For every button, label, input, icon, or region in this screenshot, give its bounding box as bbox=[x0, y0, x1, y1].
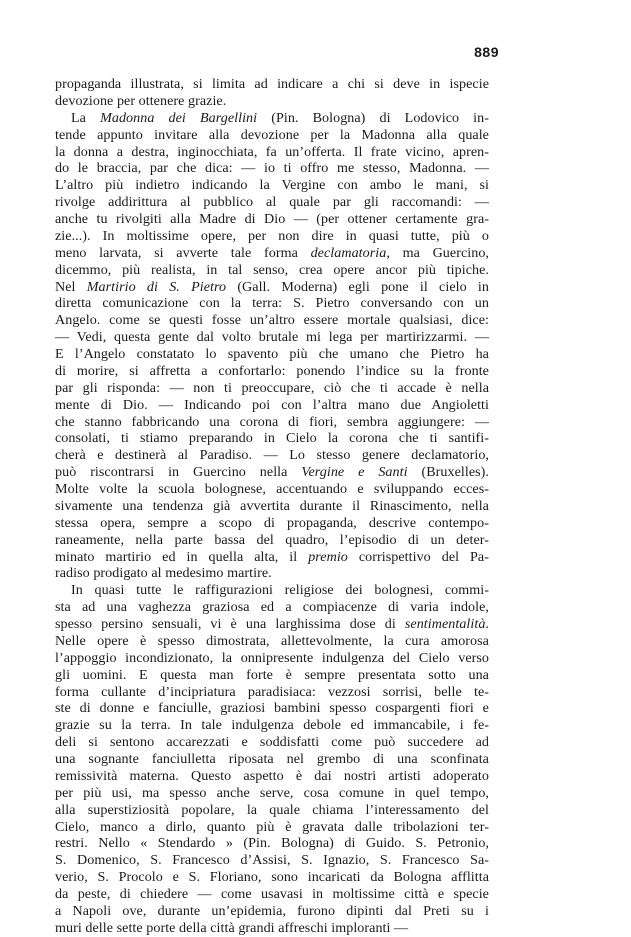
text-run: La bbox=[71, 109, 101, 126]
text-line bbox=[55, 920, 489, 937]
text-line bbox=[55, 177, 489, 194]
text-line bbox=[55, 819, 489, 836]
text-run: radiso prodigato al medesimo martire. bbox=[55, 565, 272, 582]
text-line bbox=[55, 211, 489, 228]
text-line bbox=[55, 414, 489, 431]
text-run: consolati, ti stiamo preparando in Cielo la corona che ti santifi- bbox=[55, 430, 489, 447]
text-run: per più usi, ma spesso anche serve, cosa comune in quel tempo, bbox=[55, 784, 489, 801]
text-line bbox=[55, 329, 489, 346]
text-run: tende appunto invitare alla devozione per la Madonna alla quale bbox=[55, 126, 489, 143]
text-run: Cielo, manco a dirlo, quanto più è gravata dalle tribolazioni ter- bbox=[55, 818, 489, 835]
text-line bbox=[55, 852, 489, 869]
text-line bbox=[55, 886, 489, 903]
text-line bbox=[55, 295, 489, 312]
text-run: rivolge addirittura al pubblico al quale par gli raccomandi: — bbox=[55, 194, 489, 211]
text-line bbox=[55, 599, 489, 616]
text-run: sivamente una tendenza già avvertita durante il Rinascimento, nella bbox=[55, 497, 489, 514]
text-run: cherà e destinerà al Paradiso. — Lo stesso genere declamatorio, bbox=[55, 447, 489, 464]
text-run: a Napoli ove, durante un’epidemia, furono dipinti dal Preti su i bbox=[55, 902, 489, 919]
text-line bbox=[55, 549, 489, 566]
text-run: Nelle opere è spesso dimostrata, allettevolmente, la cura amorosa bbox=[55, 632, 489, 649]
text-run: par gli risponda: — non ti preoccupare, ciò che ti accade è nella bbox=[55, 379, 489, 396]
text-run: raneamente, nella parte bassa del quadro, l’episodio di un deter- bbox=[55, 531, 489, 548]
text-line bbox=[55, 481, 489, 498]
text-line bbox=[55, 279, 489, 296]
text-run: , ma Guercino, bbox=[386, 244, 489, 261]
text-run: In quasi tutte le raffigurazioni religiose dei bolognesi, commi- bbox=[71, 582, 489, 599]
text-line bbox=[55, 717, 489, 734]
text-line bbox=[55, 700, 489, 717]
text-run: di morire, si affretta a confortarlo: ponendo l’indice su la fronte bbox=[55, 362, 489, 379]
text-line bbox=[55, 768, 489, 785]
text-line bbox=[55, 802, 489, 819]
text-line bbox=[55, 312, 489, 329]
text-run: E l’Angelo constatato lo spavento più che umano che Pietro ha bbox=[55, 346, 489, 362]
text-run: spesso persino sensuali, vi è una larghissima dose di bbox=[55, 616, 405, 632]
text-run: (Bruxelles). bbox=[407, 464, 489, 481]
text-line bbox=[55, 515, 489, 532]
text-line bbox=[55, 144, 489, 161]
text-run: . bbox=[485, 616, 489, 632]
text-line bbox=[55, 903, 489, 920]
text-line bbox=[55, 160, 489, 177]
text-line bbox=[55, 532, 489, 549]
text-line bbox=[55, 430, 489, 447]
text-run: Nel bbox=[55, 278, 87, 295]
text-line bbox=[55, 262, 489, 279]
text-run: Molte volte la scuola bolognese, accentuando e sviluppando ecces- bbox=[55, 481, 489, 497]
italic-title: Madonna dei Bargellini bbox=[100, 109, 258, 126]
text-line bbox=[55, 76, 489, 93]
text-run: remissività materna. Questo aspetto è dai nostri artisti adoperato bbox=[55, 767, 489, 784]
text-run: alla superstiziosità popolare, la quale chiama l’interessamento del bbox=[55, 801, 489, 818]
text-line bbox=[55, 245, 489, 262]
italic-title: Vergine e Santi bbox=[301, 464, 408, 481]
text-run: sta ad una vaghezza graziosa ed a compiacenze di varia indole, bbox=[55, 599, 489, 616]
text-run: S. Domenico, S. Francesco d’Assisi, S. Ignazio, S. Francesco Sa- bbox=[55, 852, 489, 869]
text-run: propaganda illustrata, si limita ad indicare a chi si deve in ispecie bbox=[55, 76, 489, 92]
text-run: anche tu rivolgiti alla Madre di Dio — (per ottener certamente gra- bbox=[55, 211, 489, 227]
italic-title: premio bbox=[308, 548, 348, 565]
page-number: 889 bbox=[474, 44, 499, 60]
text-line bbox=[55, 565, 489, 582]
text-line bbox=[55, 667, 489, 684]
text-run: stessa opera, sempre a scopo di propaganda, descrive contempo- bbox=[55, 514, 489, 531]
text-run: ste di donne e fanciulle, graziosi bambini spesso cospargenti fiori e bbox=[55, 700, 489, 717]
text-line bbox=[55, 616, 489, 633]
text-line bbox=[55, 194, 489, 211]
text-run: la donna a destra, inginocchiata, fa un’offerta. Il frate vicino, apren- bbox=[55, 143, 489, 160]
text-run: che stanno fabbricando una corona di fiori, sembra aggiungere: — bbox=[55, 413, 489, 430]
text-line bbox=[55, 447, 489, 464]
text-line bbox=[55, 633, 489, 650]
text-line bbox=[55, 498, 489, 515]
text-run: gli uomini. E questa man forte è sempre presentata sotto una bbox=[55, 666, 489, 683]
text-line bbox=[55, 751, 489, 768]
text-run: Angelo. come se questi fosse un’altro essere mortale qualsiasi, dice: bbox=[55, 312, 489, 329]
text-line bbox=[55, 869, 489, 886]
text-run: verio, S. Procolo e S. Floriano, sono incaricati da Bologna afflitta bbox=[55, 869, 489, 886]
text-line bbox=[55, 346, 489, 363]
text-run: restri. Nello « Stendardo » (Pin. Bologna) di Guido. S. Petronio, bbox=[55, 835, 489, 852]
text-run: corrispettivo del Pa- bbox=[347, 548, 489, 565]
italic-title: Martirio di S. Pietro bbox=[86, 278, 227, 295]
text-line bbox=[55, 127, 489, 144]
text-run: l’appoggio incondizionato, la onnipresente indulgenza del Cielo verso bbox=[55, 649, 489, 666]
text-run: deli si sentono accarezzati e soddisfatti come può succedere ad bbox=[55, 734, 489, 751]
text-line bbox=[55, 397, 489, 414]
text-line bbox=[55, 363, 489, 380]
text-run: diretta comunicazione con la terra: S. Pietro conversando con un bbox=[55, 295, 489, 312]
text-run: dicemmo, più realista, in tal senso, crea opere ancor più tipiche. bbox=[55, 261, 489, 278]
text-run: meno larvata, si avverte tale forma bbox=[55, 244, 311, 261]
text-line bbox=[55, 93, 489, 110]
body-text bbox=[55, 76, 489, 937]
text-run: muri delle sette porte della città grandi affreschi imploranti — bbox=[55, 919, 409, 936]
text-run: mente di Dio. — Indicando poi con l’altra mano due Angioletti bbox=[55, 396, 489, 413]
text-run: (Pin. Bologna) di Lodovico in- bbox=[257, 109, 489, 126]
text-line bbox=[55, 785, 489, 802]
text-run: — Vedi, questa gente dal volto brutale mi lega per martirizzarmi. — bbox=[55, 329, 489, 346]
text-line bbox=[55, 464, 489, 481]
text-run: devozione per ottenere grazie. bbox=[55, 92, 227, 109]
text-line bbox=[55, 110, 489, 127]
text-line bbox=[55, 734, 489, 751]
text-run: può riscontrarsi in Guercino nella bbox=[55, 464, 302, 481]
text-run: grazie su la terra. In tale indulgenza debole ed immancabile, i fe- bbox=[55, 717, 489, 734]
text-line bbox=[55, 582, 489, 599]
text-run: do le braccia, par che dica: — io ti offro me stesso, Madonna. — bbox=[55, 160, 489, 177]
text-line bbox=[55, 835, 489, 852]
text-run: (Gall. Moderna) egli pone il cielo in bbox=[226, 278, 489, 295]
text-run: L’altro più indietro indicando la Vergine con ambo le mani, si bbox=[55, 177, 489, 194]
text-line bbox=[55, 650, 489, 667]
text-run: una sognante fanciulletta riposata nel grembo di una sconfinata bbox=[55, 751, 489, 767]
text-run: forma cullante d’incipriatura paradisiaca: vezzosi sorrisi, belle te- bbox=[55, 683, 489, 700]
text-line bbox=[55, 684, 489, 701]
text-run: zie...). In moltissime opere, per non dire in quasi tutte, più o bbox=[55, 227, 489, 244]
italic-title: sentimentalità bbox=[404, 616, 486, 632]
text-run: da peste, di chiedere — come usavasi in moltissime città e specie bbox=[55, 886, 489, 902]
text-run: minato martirio ed in quella alta, il bbox=[55, 548, 309, 565]
text-line bbox=[55, 380, 489, 397]
text-line bbox=[55, 228, 489, 245]
italic-title: declamatoria bbox=[310, 244, 387, 261]
